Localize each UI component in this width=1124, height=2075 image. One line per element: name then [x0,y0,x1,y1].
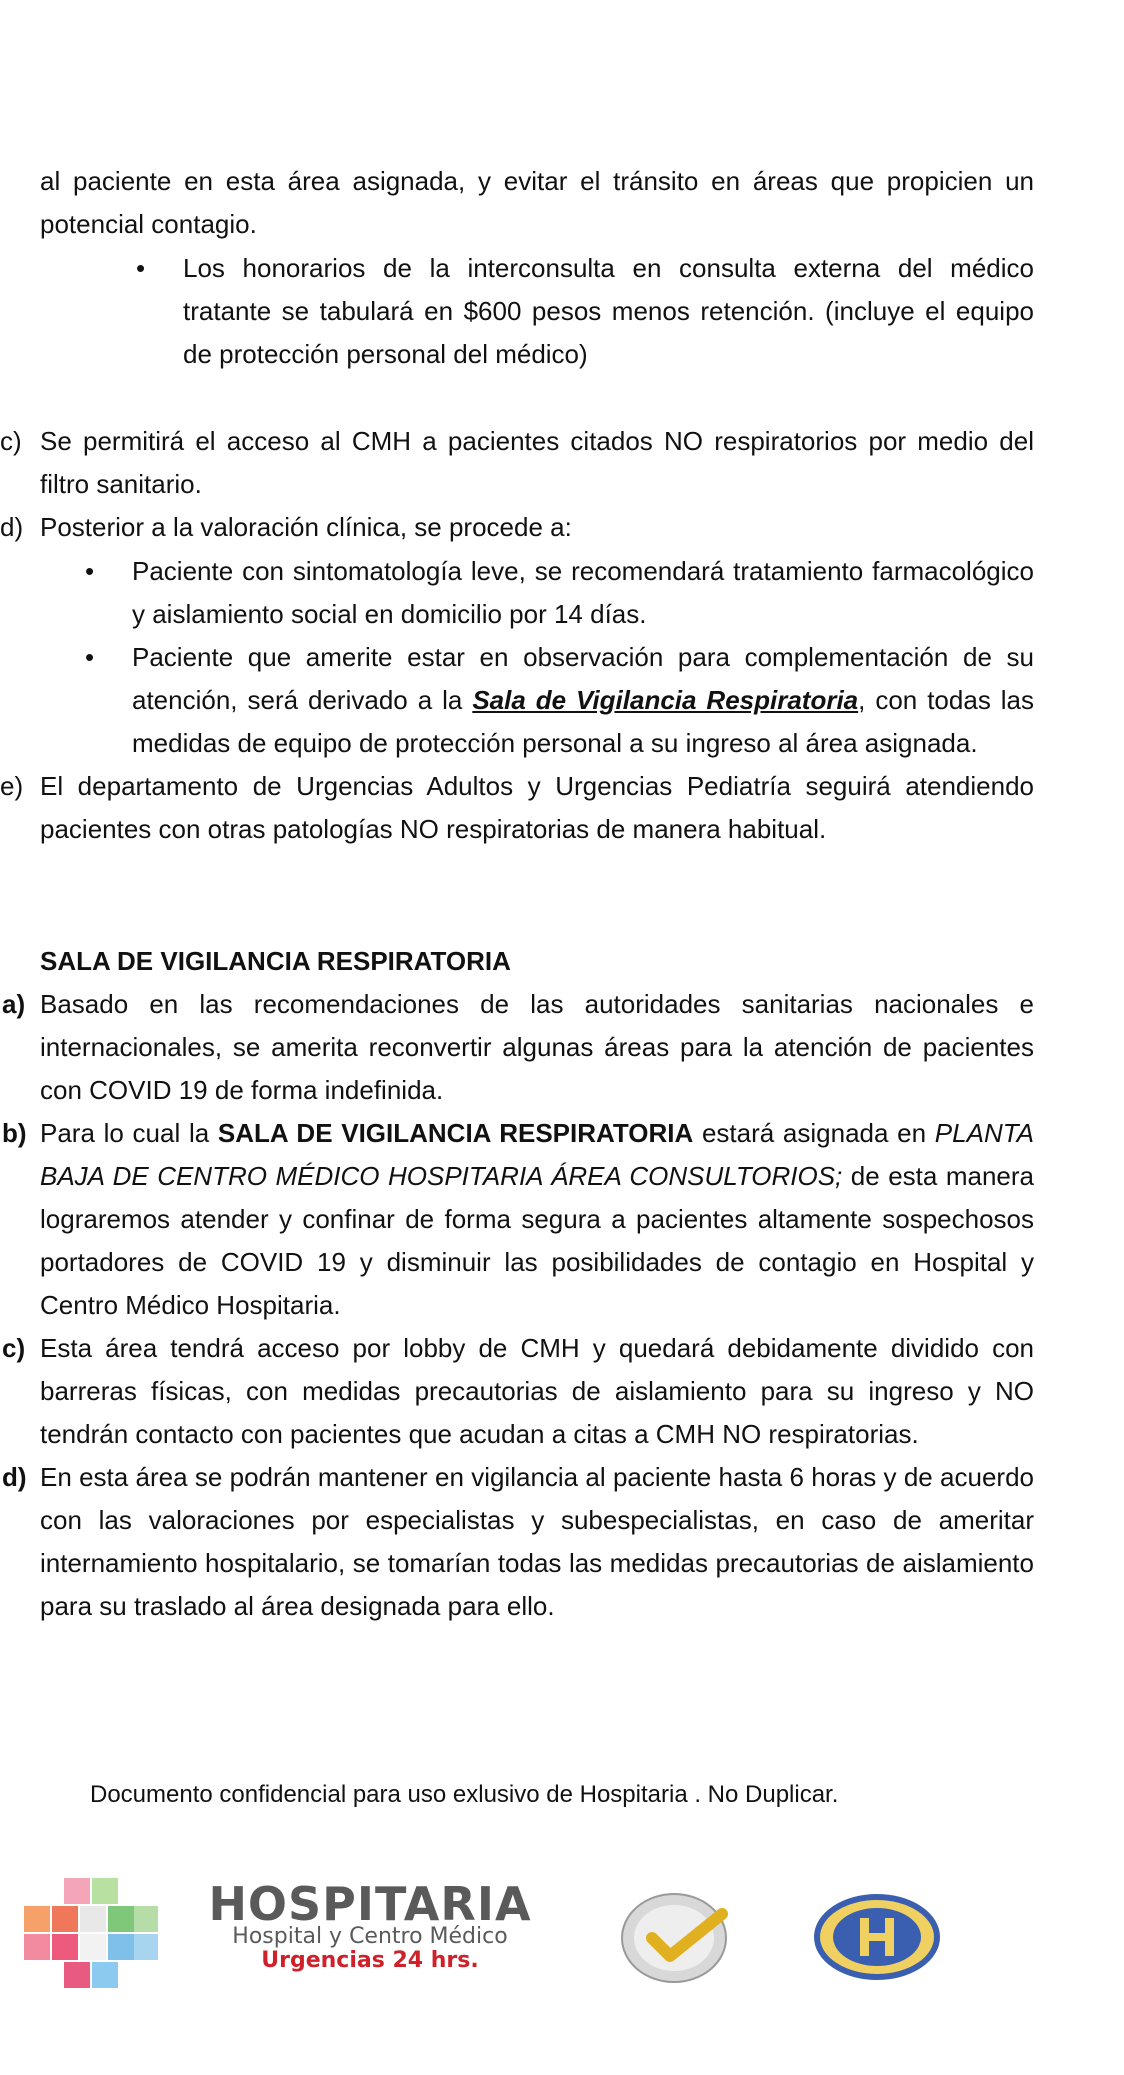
list-marker: e) [0,771,24,801]
fee-bullet-text: Los honorarios de la interconsulta en consulta externa del médico tratante se tabulará en $600 pesos menos retención. (incluye el equipo de protección personal del médico) [183,253,1034,369]
bullet-dot: • [85,642,95,672]
list-item-text: Se permitirá el acceso al CMH a pacientes citados NO respiratorios por medio del filtro sanitario. [40,426,1034,499]
list-item-text: El departamento de Urgencias Adultos y Urgencias Pediatría seguirá atendiendo pacientes con otras patologías NO respiratorias de manera habitual. [40,771,1034,844]
continuation-paragraph: al paciente en esta área asignada, y evitar el tránsito en áreas que propicien un potencial contagio. [40,166,1034,239]
d-bullet-1-text: Paciente con sintomatología leve, se recomendará tratamiento farmacológico y aislamiento social en domicilio por 14 días. [132,556,1034,629]
list-marker: d) [2,1462,27,1492]
hospitaria-cross-logo-icon [24,1878,159,1988]
b-text-pre: Para lo cual la [40,1118,218,1148]
list-marker: d) [0,512,24,542]
footer-logos [0,1860,1124,2000]
brand-name: HOSPITARIA [208,1877,532,1931]
confidential-note: Documento confidencial para uso exlusivo de Hospitaria . No Duplicar. [90,1781,839,1808]
list-item-c [0,420,1034,506]
list-item-text: Esta área tendrá acceso por lobby de CMH y quedará debidamente dividido con barreras físicas, con medidas precautorias de aislamiento para su ingreso y NO tendrán contacto con pacientes que acudan a citas a CMH NO respiratorias. [40,1333,1034,1449]
d-bullet-2-pre: Paciente que amerite estar en observación para complementación de su atención, será derivado a la [132,642,1034,715]
section-item-d [2,1456,1034,1628]
list-marker: c) [2,1333,26,1363]
bullet-dot: • [85,556,95,586]
list-item-d [0,506,1034,549]
list-marker: a) [2,989,26,1019]
bullet-dot: • [136,253,146,283]
section-item-c [2,1327,1034,1456]
b-text-bold: SALA DE VIGILANCIA RESPIRATORIA [217,1118,694,1148]
brand-subtitle: Hospital y Centro Médico [232,1924,508,1949]
section-item-b [2,1112,1035,1327]
list-marker: c) [0,426,22,456]
b-text-italic: PLANTA BAJA DE CENTRO MÉDICO HOSPITARIA ÁREA CONSULTORIOS; [40,1118,1035,1191]
list-item-text: En esta área se podrán mantener en vigilancia al paciente hasta 6 horas y de acuerdo con las valoraciones por especialistas y subespecialistas, en caso de ameritar internamiento hospitalario, se tomarían todas las medidas precautorias de aislamiento para su traslado al área designada para ello. [40,1462,1034,1621]
certification-seal-icon [612,1880,742,1990]
urgencias-label: Urgencias 24 hrs. [261,1948,479,1973]
list-item-text: Basado en las recomendaciones de las autoridades sanitarias nacionales e internacionales, se amerita reconvertir algunas áreas para la atención de pacientes con COVID 19 de forma indefinida. [40,989,1034,1105]
distintivo-h-seal-icon [812,1882,942,1982]
d-bullet-2-text [132,636,1034,765]
list-item-text: Posterior a la valoración clínica, se procede a: [40,512,572,542]
sala-vigilancia-reference: Sala de Vigilancia Respiratoria [472,685,859,715]
d-bullet-2-post: , con todas las medidas de equipo de protección personal a su ingreso al área asignada. [132,685,1035,758]
list-marker: b) [2,1118,27,1148]
section-item-a [2,983,1034,1112]
section-heading: SALA DE VIGILANCIA RESPIRATORIA [40,946,511,976]
hospitaria-wordmark [180,1877,560,1974]
b-text-mid: estará asignada en [693,1118,935,1148]
b-text-post: de esta manera lograremos atender y confinar de forma segura a pacientes altamente sospechosos portadores de COVID 19 y disminuir las posibilidades de contagio en Hospital y Centro Médico Hospitaria. [40,1161,1035,1320]
list-item-e [0,765,1034,851]
